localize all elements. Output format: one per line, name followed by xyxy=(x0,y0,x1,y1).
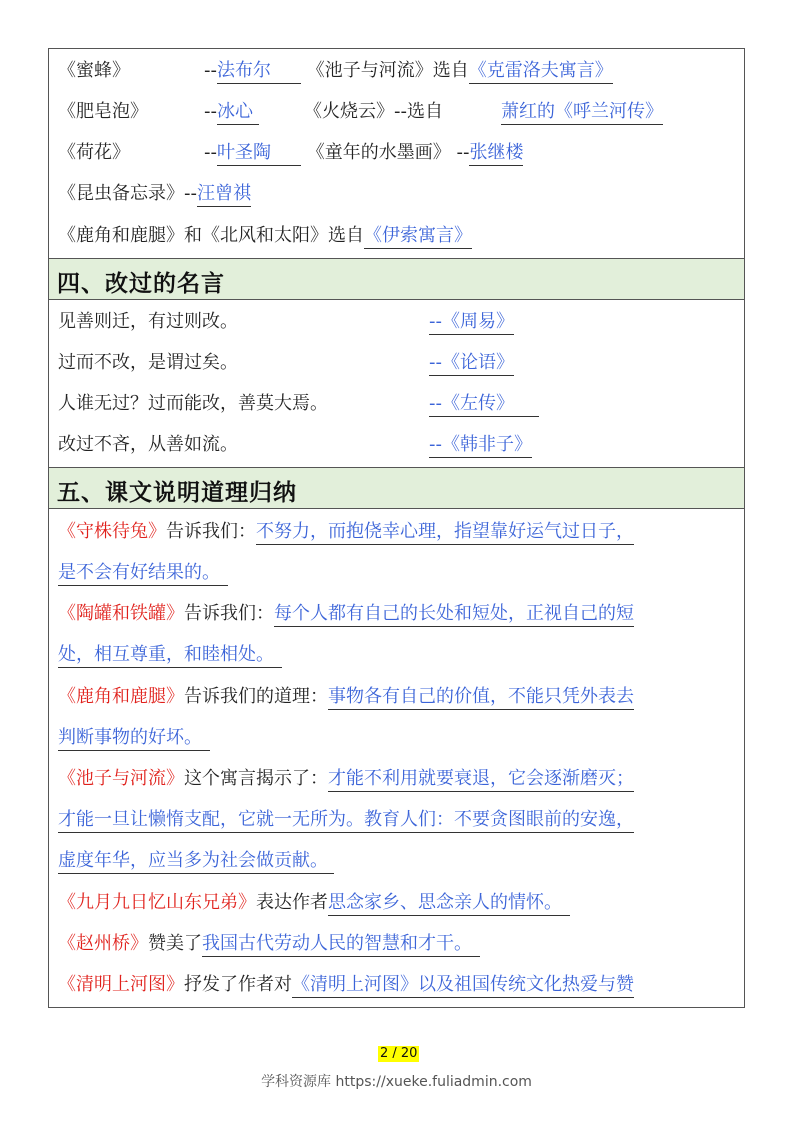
work-author: 汪曾祺 xyxy=(197,183,251,207)
lesson-title: 《清明上河图》 xyxy=(58,974,184,995)
quote-text: 人谁无过？过而能改，善莫大焉。 xyxy=(58,393,328,414)
lesson-lead: 告诉我们： xyxy=(166,521,256,542)
content-box xyxy=(48,48,745,1008)
fable-line xyxy=(58,224,472,249)
lesson-item-4-cont xyxy=(58,808,634,833)
lesson-item-3 xyxy=(58,685,634,710)
section5-header xyxy=(49,467,744,509)
section4-title: 四、改过的名言 xyxy=(57,271,225,297)
lesson-lead: 抒发了作者对 xyxy=(184,974,292,995)
lesson-item-2-cont xyxy=(58,643,282,668)
lesson-item-5 xyxy=(58,891,570,916)
work-author: 叶圣陶 xyxy=(217,142,301,166)
lesson-item-1-cont xyxy=(58,561,228,586)
quote-4-source xyxy=(429,433,532,458)
work-line-3 xyxy=(58,141,130,165)
quote-2 xyxy=(58,351,238,375)
lesson-item-2 xyxy=(58,602,634,627)
lesson-text: 不努力，而抱侥幸心理，指望靠好运气过日子， xyxy=(256,521,634,545)
lesson-title: 《鹿角和鹿腿》 xyxy=(58,686,184,707)
lesson-lead: 告诉我们： xyxy=(184,603,274,624)
fable-prefix: 《鹿角和鹿腿》和《北风和太阳》选自 xyxy=(58,225,364,246)
lesson-text: 才能一旦让懒惰支配，它就一无所为。教育人们：不要贪图眼前的安逸， xyxy=(58,809,634,833)
work-title: 《蜜蜂》 xyxy=(58,60,130,81)
work-line-1 xyxy=(58,59,130,83)
lesson-item-4-cont2 xyxy=(58,849,334,874)
quote-4 xyxy=(58,433,238,457)
lesson-title: 《九月九日忆山东兄弟》 xyxy=(58,892,256,913)
work-source: 《克雷洛夫寓言》 xyxy=(469,60,613,84)
lesson-text: 每个人都有自己的长处和短处，正视自己的短 xyxy=(274,603,634,627)
work-title: 《肥皂泡》 xyxy=(58,101,148,122)
lesson-text: 思念家乡、思念亲人的情怀。 xyxy=(328,892,570,916)
work-author: 冰心 xyxy=(217,101,259,125)
footer-source: 学科资源库 https://xueke.fuliadmin.com xyxy=(261,1074,532,1090)
lesson-text: 虚度年华，应当多为社会做贡献。 xyxy=(58,850,334,874)
quote-text: 改过不吝，从善如流。 xyxy=(58,434,238,455)
lesson-text: 事物各有自己的价值，不能只凭外表去 xyxy=(328,686,634,710)
quote-source: --《左传》 xyxy=(429,393,539,417)
lesson-item-6 xyxy=(58,932,480,957)
section5-title: 五、课文说明道理归纳 xyxy=(57,480,297,506)
work-line-2-author xyxy=(204,100,259,125)
lesson-item-7 xyxy=(58,973,634,998)
work-title: 《荷花》 xyxy=(58,142,130,163)
work-extra: 《池子与河流》选自 xyxy=(306,60,469,81)
work-extra: 《童年的水墨画》 xyxy=(306,142,451,163)
quote-1 xyxy=(58,310,238,334)
lesson-text: 我国古代劳动人民的智慧和才干。 xyxy=(202,933,480,957)
work-line-2-source xyxy=(501,100,663,125)
quote-2-source xyxy=(429,351,514,376)
work-line-4 xyxy=(58,182,251,207)
work-line-1-author xyxy=(204,59,613,84)
page-number: 2 / 20 xyxy=(380,1046,418,1061)
dash: -- xyxy=(184,183,197,204)
lesson-title: 《赵州桥》 xyxy=(58,933,148,954)
fable-source: 《伊索寓言》 xyxy=(364,225,472,249)
work-line-2-extra xyxy=(304,100,443,124)
lesson-text: 才能不利用就要衰退，它会逐渐磨灭； xyxy=(328,768,634,792)
work-line-3-author xyxy=(204,141,523,166)
work-extra: 《火烧云》--选自 xyxy=(304,101,443,122)
dash: -- xyxy=(204,142,217,163)
work-source: 张继楼 xyxy=(469,142,523,166)
lesson-lead: 赞美了 xyxy=(148,933,202,954)
lesson-item-3-cont xyxy=(58,726,210,751)
quote-source: --《周易》 xyxy=(429,311,514,335)
work-source: 萧红的《呼兰河传》 xyxy=(501,101,663,125)
lesson-title: 《守株待兔》 xyxy=(58,521,166,542)
dash: -- xyxy=(204,60,217,81)
dash: -- xyxy=(204,101,217,122)
dash: -- xyxy=(456,142,470,163)
work-line-2 xyxy=(58,100,148,124)
lesson-text: 判断事物的好坏。 xyxy=(58,727,210,751)
lesson-title: 《池子与河流》 xyxy=(58,768,184,789)
section4-header xyxy=(49,258,744,300)
lesson-title: 《陶罐和铁罐》 xyxy=(58,603,184,624)
quote-text: 过而不改，是谓过矣。 xyxy=(58,352,238,373)
quote-text: 见善则迁，有过则改。 xyxy=(58,311,238,332)
quote-source: --《论语》 xyxy=(429,352,514,376)
quote-source: --《韩非子》 xyxy=(429,434,532,458)
quote-3-source xyxy=(429,392,539,417)
lesson-text: 是不会有好结果的。 xyxy=(58,562,228,586)
quote-1-source xyxy=(429,310,514,335)
work-title: 《昆虫备忘录》 xyxy=(58,183,184,204)
work-author: 法布尔 xyxy=(217,60,301,84)
lesson-item-1 xyxy=(58,520,634,545)
quote-3 xyxy=(58,392,328,416)
lesson-lead: 表达作者 xyxy=(256,892,328,913)
lesson-text: 处，相互尊重，和睦相处。 xyxy=(58,644,282,668)
lesson-lead: 告诉我们的道理： xyxy=(184,686,328,707)
lesson-text: 《清明上河图》以及祖国传统文化热爱与赞 xyxy=(292,974,634,998)
lesson-lead: 这个寓言揭示了： xyxy=(184,768,328,789)
lesson-item-4 xyxy=(58,767,634,792)
